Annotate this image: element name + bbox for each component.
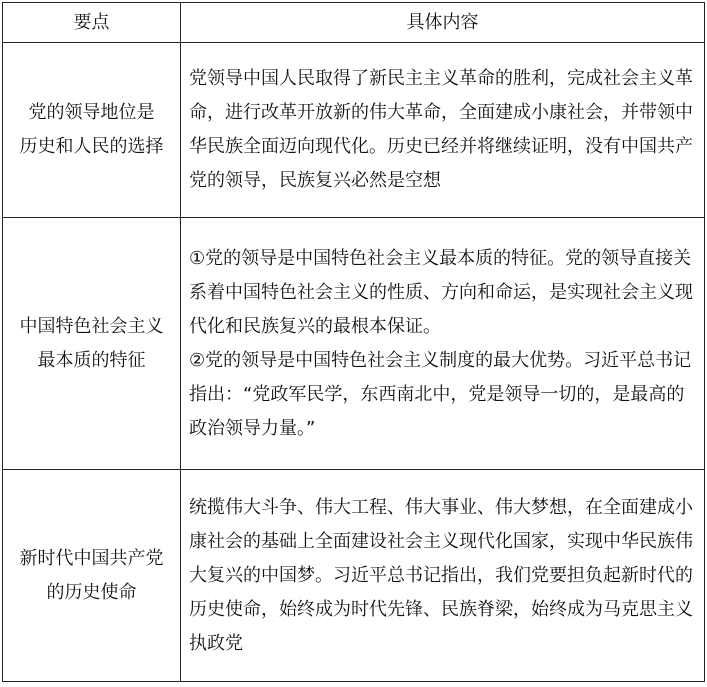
row-key-line: 中国特色社会主义 [19,315,164,337]
row-key-line: 新时代中国共产党 [19,547,164,569]
header-row [3,3,705,43]
row-key-line: 历史和人民的选择 [19,136,164,157]
table-row [3,218,705,470]
header-content: 具体内容 [181,3,705,43]
content-paragraph: ②党的领导是中国特色社会主义制度的最大优势。习近平总书记指出：“党政军民学，东西南北中，党是领导一切的，是最高的政治领导力量。” [189,349,692,439]
row-key-line: 最本质的特征 [37,349,146,371]
row-content [181,470,705,682]
summary-table [2,2,705,682]
content-paragraph: 统揽伟大斗争、伟大工程、伟大事业、伟大梦想，在全面建成小康社会的基础上全面建设社会主义现代化国家，实现中华民族伟大复兴的中国梦。习近平总书记指出，我们党要担负起新时代的历史使命，始终成为时代先锋、民族脊梁，始终成为马克思主义执政党 [189,496,693,654]
row-key [3,218,181,470]
row-key [3,43,181,218]
table-row [3,43,705,218]
table-row [3,470,705,682]
content-paragraph: ①党的领导是中国特色社会主义最本质的特征。党的领导直接关系着中国特色社会主义的性质、方向和命运，是实现社会主义现代化和民族复兴的最根本保证。 [189,247,693,337]
row-key [3,470,181,682]
row-key-line: 党的领导地位是 [28,102,155,123]
content-paragraph: 党领导中国人民取得了新民主主义革命的胜利，完成社会主义革命，进行改革开放新的伟大革命，全面建成小康社会，并带领中华民族全面迈向现代化。历史已经并将继续证明，没有中国共产党的领导，民族复兴必然是空想 [189,68,693,191]
row-content [181,43,705,218]
row-key-line: 的历史使命 [46,581,137,603]
header-key: 要点 [3,3,181,43]
row-content [181,218,705,470]
